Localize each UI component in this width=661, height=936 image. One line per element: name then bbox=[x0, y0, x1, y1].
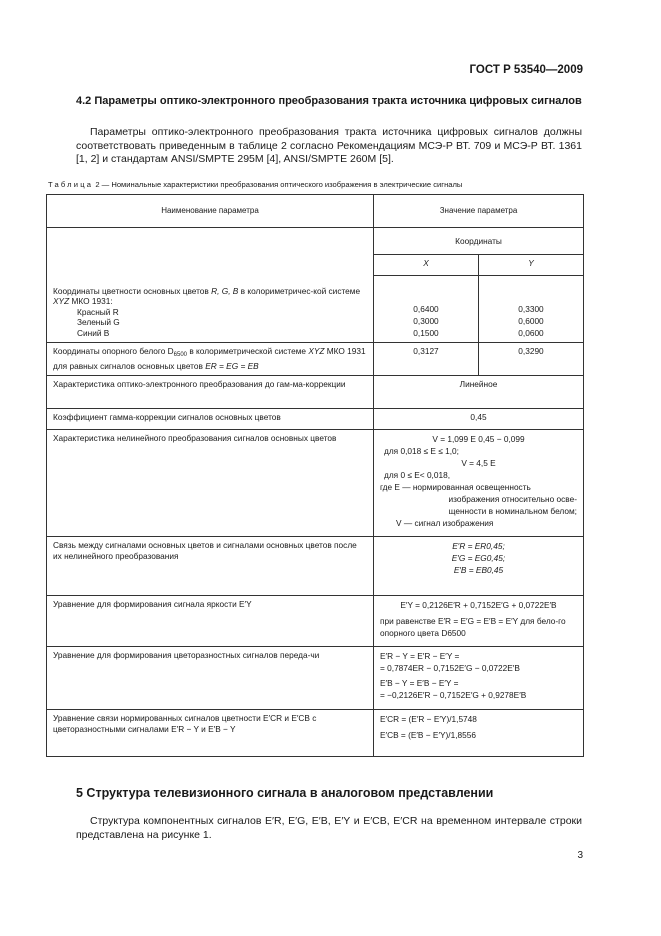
luminance-formulas bbox=[374, 596, 584, 647]
table-row-chromaticity bbox=[47, 228, 584, 255]
chroma-relation-label: Уравнение связи нормированных сигналов цветности E′CR и E′CB с цветоразностными сигналами E′R − Y и E′B − Y bbox=[47, 710, 374, 757]
x-header: X bbox=[374, 255, 479, 276]
y-values bbox=[479, 276, 584, 343]
section-5-heading: 5 Структура телевизионного сигнала в аналоговом представлении bbox=[76, 786, 494, 800]
ref-label-sub: 6500 bbox=[173, 352, 188, 358]
nonlinear-f6: изображения относительно осве- bbox=[448, 494, 577, 504]
green-label: Зеленый G bbox=[77, 317, 120, 327]
signal-relation-f1: E′R = ER0,45; bbox=[452, 541, 505, 551]
chroma-relation-formulas bbox=[374, 710, 584, 757]
color-difference-label: Уравнение для формирования цветоразностных сигналов переда-чи bbox=[47, 647, 374, 710]
ref-label-d: МКО 1931 для равных сигналов основных цветов bbox=[53, 346, 366, 371]
signal-relation-f2: E′G = EG0,45; bbox=[451, 553, 506, 563]
signal-relation-f3: E′B = EB0,45 bbox=[453, 565, 504, 575]
nonlinear-f4: для 0 ≤ E< 0,018, bbox=[384, 470, 451, 480]
nonlinear-f2: для 0,018 ≤ E ≤ 1,0; bbox=[384, 446, 459, 456]
color-difference-f4: = −0,2126E′R − 0,7152E′G + 0,9278E′B bbox=[380, 690, 527, 700]
table-row-nonlinear bbox=[47, 430, 584, 537]
ref-label-eq: ER = EG = EB bbox=[205, 360, 259, 371]
y-blue: 0,0600 bbox=[518, 328, 544, 338]
table-row-reference-white bbox=[47, 343, 584, 376]
ref-label-a: Координаты опорного белого D bbox=[53, 346, 174, 356]
reference-white-x: 0,3127 bbox=[374, 343, 479, 376]
chromaticity-label-c: в колориметричес-кой системе bbox=[238, 285, 361, 296]
color-difference-f3: E′B − Y = E′B − E′Y = bbox=[380, 678, 459, 688]
x-blue: 0,1500 bbox=[413, 328, 439, 338]
table-row-color-difference bbox=[47, 647, 584, 710]
nonlinear-formulas bbox=[374, 430, 584, 537]
section-4-2-heading: 4.2 Параметры оптико-электронного преобразования тракта источника цифровых сигналов bbox=[76, 95, 582, 107]
nonlinear-f3: V = 4,5 E bbox=[461, 458, 496, 468]
col-header-param: Наименование параметра bbox=[47, 195, 374, 228]
oe-characteristic-value: Линейное bbox=[374, 376, 584, 409]
red-label: Красный R bbox=[77, 306, 119, 317]
x-green: 0,3000 bbox=[413, 316, 439, 326]
ref-label-c: XYZ bbox=[308, 346, 325, 356]
luminance-f2: при равенстве E′R = E′G = E′B = E′Y для бело-го опорного цвета D6500 bbox=[380, 616, 566, 638]
table-row-luminance bbox=[47, 596, 584, 647]
nonlinear-f7: щенности в номинальном белом; bbox=[448, 506, 577, 516]
chroma-relation-f1: E′CR = (E′R − E′Y)/1,5748 bbox=[380, 714, 477, 724]
col-header-value: Значение параметра bbox=[374, 195, 584, 228]
standard-header: ГОСТ Р 53540—2009 bbox=[469, 64, 583, 76]
nonlinear-f1: V = 1,099 E 0,45 − 0,099 bbox=[432, 434, 525, 444]
reference-white-y: 0,3290 bbox=[479, 343, 584, 376]
section-5-paragraph: Структура компонентных сигналов E′R, E′G, E′B, E′Y и E′CB, E′CR на временном интервале строки представлена на рисунке 1. bbox=[76, 815, 582, 841]
section-4-2-paragraph: Параметры оптико-электронного преобразования тракта источника цифровых сигналов должны соответствовать приведенным в таблице 2 согласно Рекомендациям МСЭ-Р ВТ. 709 и МСЭ-Р ВТ. 1361 [1, 2] и стандартам ANSI/SMPTE 295M [4], ANSI/SMPTE 260M [5]. bbox=[76, 126, 582, 165]
nonlinear-f5: где E — нормированная освещенность bbox=[380, 482, 531, 492]
chromaticity-label-d: XYZ bbox=[53, 296, 70, 306]
table-row-oe-characteristic bbox=[47, 376, 584, 409]
parameters-table bbox=[46, 194, 584, 757]
y-green: 0,6000 bbox=[518, 316, 544, 326]
nonlinear-f8: V — сигнал изображения bbox=[396, 518, 494, 528]
nonlinear-label: Характеристика нелинейного преобразования сигналов основных цветов bbox=[47, 430, 374, 537]
table-row-gamma bbox=[47, 409, 584, 430]
table-header-row bbox=[47, 195, 584, 228]
signal-relation-formulas bbox=[374, 537, 584, 596]
chromaticity-label-b: R, G, B bbox=[211, 285, 239, 296]
y-header: Y bbox=[479, 255, 584, 276]
table-caption-label: Таблица bbox=[48, 180, 94, 189]
coords-label: Координаты bbox=[374, 228, 584, 255]
blue-label: Синий B bbox=[77, 327, 110, 338]
chromaticity-label-e: МКО 1931: bbox=[69, 296, 113, 306]
table-caption-text: 2 — Номинальные характеристики преобразования оптического изображения в электрические сигналы bbox=[95, 180, 463, 189]
x-red: 0,6400 bbox=[413, 304, 439, 314]
chroma-relation-f2: E′CB = (E′B − E′Y)/1,8556 bbox=[380, 730, 476, 740]
luminance-f1: E′Y = 0,2126E′R + 0,7152E′G + 0,0722E′B bbox=[400, 600, 557, 610]
page-number: 3 bbox=[577, 850, 583, 861]
signal-relation-label: Связь между сигналами основных цветов и сигналами основных цветов после их нелинейного преобразования bbox=[47, 537, 374, 596]
color-difference-f2: = 0,7874ER − 0,7152E′G − 0,0722E′B bbox=[380, 663, 520, 673]
ref-label-b: в колориметрической системе bbox=[187, 346, 309, 356]
gamma-label: Коэффициент гамма-коррекции сигналов основных цветов bbox=[47, 409, 374, 430]
color-difference-f1: E′R − Y = E′R − E′Y = bbox=[380, 651, 460, 661]
y-red: 0,3300 bbox=[518, 304, 544, 314]
table-row-signal-relation bbox=[47, 537, 584, 596]
luminance-label: Уравнение для формирования сигнала яркости E′Y bbox=[47, 596, 374, 647]
chromaticity-label-cell bbox=[47, 228, 374, 343]
reference-white-label bbox=[47, 343, 374, 376]
oe-characteristic-label: Характеристика оптико-электронного преобразования до гам-ма-коррекции bbox=[47, 376, 374, 409]
table-row-chroma-relation bbox=[47, 710, 584, 757]
color-difference-formulas bbox=[374, 647, 584, 710]
gamma-value: 0,45 bbox=[374, 409, 584, 430]
x-values bbox=[374, 276, 479, 343]
table-caption bbox=[48, 180, 608, 189]
chromaticity-label-a: Координаты цветности основных цветов bbox=[53, 285, 212, 296]
